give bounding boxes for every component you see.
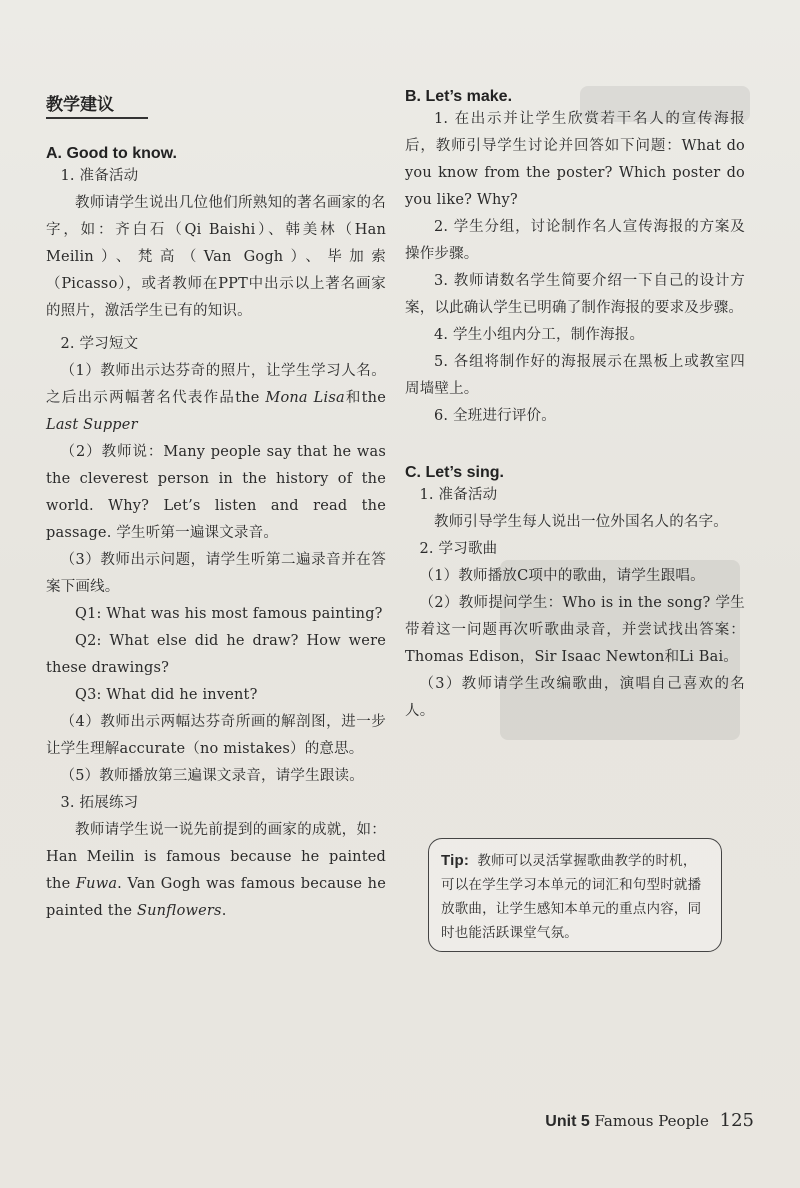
question-1: Q1: What was his most famous painting? <box>75 606 383 622</box>
a3-text: 教师请学生说一说先前提到的画家的成就，如：Han Meilin is famous because he painted the Fuwa. Van Gogh was famous because he painted the Sunflowers. <box>46 822 387 919</box>
b-step4: 4. 学生小组内分工，制作海报。 <box>434 327 645 343</box>
b-step6: 6. 全班进行评价。 <box>434 408 556 424</box>
c2-title: 2. 学习歌曲 <box>419 541 498 557</box>
heading-lets-make: B. Let’s make. <box>405 88 513 105</box>
question-3: Q3: What did he invent? <box>75 687 258 703</box>
b-step1: 1. 在出示并让学生欣赏若干名人的宣传海报后，教师引导学生讨论并回答如下问题：What do you know from the poster? Which poster do you like? Why? <box>405 111 745 208</box>
page-footer <box>545 1110 754 1131</box>
section-title: 教学建议 <box>46 90 148 119</box>
footer-unit: Unit 5 <box>545 1113 590 1130</box>
b-step2: 2. 学生分组，讨论制作名人宣传海报的方案及操作步骤。 <box>405 219 745 262</box>
a1-title: 1. 准备活动 <box>60 168 139 184</box>
a2-step1: （1）教师出示达芬奇的照片，让学生学习人名。之后出示两幅著名代表作品the Mona Lisa和the Last Supper <box>46 363 386 433</box>
tip-box <box>428 838 722 952</box>
page-number: 125 <box>719 1110 754 1131</box>
question-2: Q2: What else did he draw? How were these drawings? <box>46 633 386 676</box>
a2-step5: （5）教师播放第三遍课文录音，请学生跟读。 <box>60 768 364 784</box>
heading-good-to-know: A. Good to know. <box>46 145 177 162</box>
c1-title: 1. 准备活动 <box>419 487 498 503</box>
b-step5: 5. 各组将制作好的海报展示在黑板上或教室四周墙壁上。 <box>405 354 745 397</box>
a2-step2: （2）教师说：Many people say that he was the cleverest person in the history of the world. Why? Let’s listen and read the passage. 学生听第一遍课文录音。 <box>46 444 386 541</box>
a2-title: 2. 学习短文 <box>60 336 139 352</box>
heading-lets-sing: C. Let’s sing. <box>405 464 504 481</box>
tip-text: Tip: 教师可以灵活掌握歌曲教学的时机，可以在学生学习本单元的词汇和句型时就播放歌曲，让学生感知本单元的重点内容，同时也能活跃课堂气氛。 <box>441 852 702 941</box>
a3-title: 3. 拓展练习 <box>60 795 139 811</box>
right-column <box>405 84 745 725</box>
b-step3: 3. 教师请数名学生简要介绍一下自己的设计方案，以此确认学生已明确了制作海报的要求及步骤。 <box>405 273 745 316</box>
tip-label: Tip: <box>441 852 470 869</box>
a1-text: 教师请学生说出几位他们所熟知的著名画家的名字，如：齐白石（Qi Baishi）、韩美林（Han Meilin）、梵高（Van Gogh）、毕加索（Picasso），或者教师在PPT中出示以上著名画家的照片，激活学生已有的知识。 <box>46 195 386 319</box>
left-column <box>46 84 386 925</box>
c2-step2: （2）教师提问学生：Who is in the song? 学生带着这一问题再次听歌曲录音，并尝试找出答案：Thomas Edison，Sir Isaac Newton和Li Bai。 <box>405 595 745 665</box>
c2-step3: （3）教师请学生改编歌曲，演唱自己喜欢的名人。 <box>405 676 745 719</box>
a2-step3: （3）教师出示问题，请学生听第二遍录音并在答案下画线。 <box>46 552 386 595</box>
footer-title: Famous People <box>594 1112 709 1130</box>
c2-step1: （1）教师播放C项中的歌曲，请学生跟唱。 <box>419 568 705 584</box>
a2-step4: （4）教师出示两幅达芬奇所画的解剖图，进一步让学生理解accurate（no mistakes）的意思。 <box>46 714 386 757</box>
c1-text: 教师引导学生每人说出一位外国名人的名字。 <box>434 514 728 530</box>
